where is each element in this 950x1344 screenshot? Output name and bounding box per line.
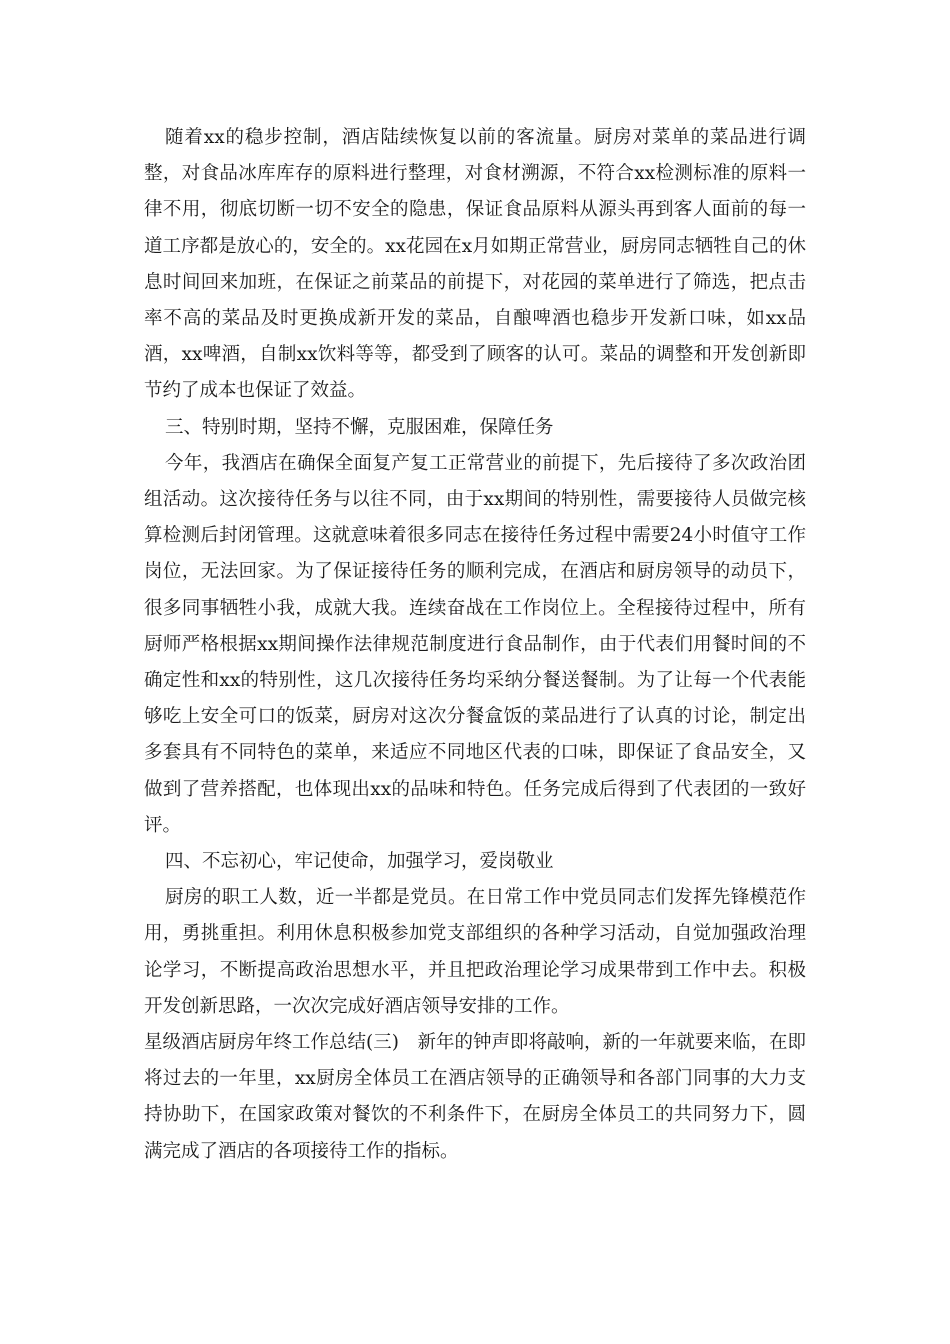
- paragraph-menu-adjustment: 随着xx的稳步控制，酒店陆续恢复以前的客流量。厨房对菜单的菜品进行调整，对食品冰库库存的原料进行整理，对食材溯源，不符合xx检测标准的原料一律不用，彻底切断一切不安全的隐患，保证食品原料从源头再到客人面前的每一道工序都是放心的，安全的。xx花园在x月如期正常营业，厨房同志牺牲自己的休息时间回来加班，在保证之前菜品的前提下，对花园的菜单进行了筛选，把点击率不高的菜品及时更换成新开发的菜品，自酿啤酒也稳步开发新口味，如xx品酒，xx啤酒，自制xx饮料等等，都受到了顾客的认可。菜品的调整和开发创新即节约了成本也保证了效益。: [144, 127, 806, 402]
- document-body: [144, 120, 806, 1170]
- paragraph-party-members: 厨房的职工人数，近一半都是党员。在日常工作中党员同志们发挥先锋模范作用，勇挑重担。利用休息积极参加党支部组织的各种学习活动，自觉加强政治理论学习，不断提高政治思想水平，并且把政治理论学习成果带到工作中去。积极开发创新思路，一次次完成好酒店领导安排的工作。: [144, 887, 806, 1017]
- section-heading-3: 三、特别时期，坚持不懈，克服困难，保障任务: [165, 416, 554, 438]
- paragraph-reception-task: 今年，我酒店在确保全面复产复工正常营业的前提下，先后接待了多次政治团组活动。这次接待任务与以往不同，由于xx期间的特别性，需要接待人员做完核算检测后封闭管理。这就意味着很多同志在接待任务过程中需要24小时值守工作岗位，无法回家。为了保证接待任务的顺利完成，在酒店和厨房领导的动员下，很多同事牺牲小我，成就大我。连续奋战在工作岗位上。全程接待过程中，所有厨师严格根据xx期间操作法律规范制度进行食品制作，由于代表们用餐时间的不确定性和xx的特别性，这几次接待任务均采纳分餐送餐制。为了让每一个代表能够吃上安全可口的饭菜，厨房对这次分餐盒饭的菜品进行了认真的讨论，制定出多套具有不同特色的菜单，来适应不同地区代表的口味，即保证了食品安全，又做到了营养搭配，也体现出xx的品味和特色。任务完成后得到了代表团的一致好评。: [144, 452, 806, 836]
- section-heading-4: 四、不忘初心，牢记使命，加强学习，爱岗敬业: [165, 851, 554, 873]
- paragraph-summary-three: 星级酒店厨房年终工作总结(三) 新年的钟声即将敲响，新的一年就要来临，在即将过去的一年里，xx厨房全体员工在酒店领导的正确领导和各部门同事的大力支持协助下，在国家政策对餐饮的不利条件下，在厨房全体员工的共同努力下，圆满完成了酒店的各项接待工作的指标。: [144, 1032, 806, 1162]
